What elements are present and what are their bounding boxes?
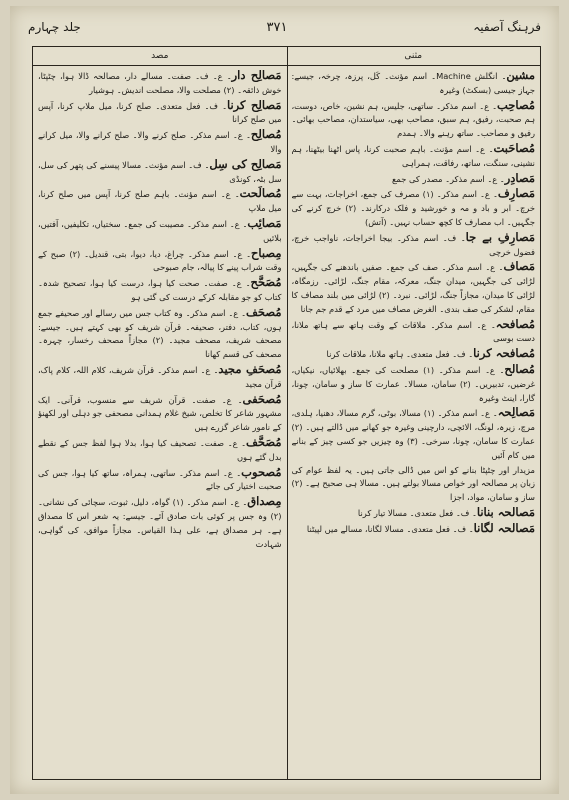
- entry-definition: ۔ ع۔ اسم مذکر۔ (۱) مصلحت کی جمع۔ بھلائیاں، نیکیاں، غرضیں، تدبیریں۔ (۲) سامان، مسالا۔ عمارت کا ساز و سامان، چونا، گارا، اینٹ وغیرہ: [291, 364, 535, 403]
- entry-definition: ۔ ف۔ فعل متعدی۔ ہاتھ ملانا، ملاقات کرنا: [326, 349, 474, 360]
- entry-headword: مَصاف: [503, 259, 535, 274]
- page-header: [28, 16, 541, 38]
- entry-definition: ۔ ع۔ اسم مذکر۔ مصدر کی جمع: [392, 173, 505, 184]
- entry-definition: ۔ انگلش Machine۔ اسم مؤنث۔ کَل، پرزہ، چرخہ، جیسے: جہاز جیسی (بسکٹ) وغیرہ: [291, 71, 535, 95]
- entry-headword: مُصالِح: [250, 127, 282, 142]
- left-column: [38, 69, 282, 775]
- dictionary-entry: [292, 69, 536, 98]
- entry-definition: ۔ ف۔ فعل متعدی۔ مسالا تیار کرنا: [357, 507, 477, 518]
- entry-definition: ۔ ع۔ صفت۔ صحت کیا ہوا، درست کیا ہوا، تصحیح شدہ۔ کتاب کو جو مقابلہ کرکے درست کی گئی ہو: [38, 278, 282, 302]
- dictionary-entry: [292, 522, 536, 537]
- dictionary-entry: [38, 69, 282, 98]
- entry-headword: مَصارِف: [497, 186, 535, 201]
- entry-headword: مَصالِح دار: [231, 69, 282, 82]
- dictionary-entry: [38, 466, 282, 495]
- dictionary-entry: [38, 495, 282, 551]
- entry-headword: مُصَحَّح: [250, 275, 282, 290]
- entry-headword: مُصحَفِ مجید: [218, 361, 282, 376]
- book-title: فرہنگ آصفیہ: [473, 20, 541, 34]
- dictionary-entry: [38, 158, 282, 187]
- dictionary-entry: [292, 231, 536, 260]
- dictionary-entry: [292, 99, 536, 141]
- dictionary-entry: [38, 276, 282, 305]
- entry-headword: مُصحَف: [246, 304, 282, 319]
- entry-headword: مَصالِح کی سِل: [209, 156, 282, 171]
- entry-definition: ۔ ع۔ اسم مذکر۔ صف کی جمع۔ صفیں باندھنے کی جگہیں، لڑائی کی جگہیں، میدان جنگ، معرکہ، مقام جنگ، لڑائی۔ رزمگاہ، لڑائی کا میدان، مجازاً جنگ، لڑائی۔ نبرد۔ (۲) لڑائی میں بلند مصاف کا مقام، لشکر کی صف بندی۔ الغرض مصاف میں مرد کے قدم جم جانا: [291, 262, 535, 314]
- dictionary-entry: [38, 217, 282, 246]
- dictionary-entry: [292, 187, 536, 229]
- entry-definition: ۔ ع۔ صفت۔ تصحیف کیا ہوا، بدلا ہوا لفظ جس کے نقطے بدل گئے ہوں: [38, 437, 282, 462]
- right-column: [292, 69, 536, 775]
- entry-definition: ۔ ع۔ اسم مذکر۔ وہ کتاب جس میں رسالے اور صحیفے جمع ہوں، کتاب، دفتر، صحیفہ۔ قرآن شریف کو بھی کہتے ہیں۔ جیسے: مصحف شریف، مصحف مجید۔ (۲) مجازاً مصحف رخسار، چہرہ۔ مصحف کی قسم کھانا: [38, 307, 282, 360]
- right-column-heading: مثنی: [287, 47, 541, 66]
- entry-headword: مَصادِر: [504, 170, 535, 185]
- dictionary-entry: [292, 260, 536, 316]
- dictionary-entry: [38, 99, 282, 128]
- left-column-heading: مصد: [33, 47, 287, 66]
- entry-headword: مُصحَفی: [242, 391, 282, 406]
- book-page: [10, 6, 559, 794]
- entry-definition: ۔ ع۔ اسم مذکر۔ مصیبت کی جمع۔ سختیاں، تکلیفیں، آفتیں، بلائیں: [38, 218, 282, 243]
- entry-definition: ۔ ف۔ اسم مذکر۔ بیجا اخراجات، ناواجب خرچ، فضول خرچی: [291, 232, 535, 257]
- dictionary-entry: [38, 128, 282, 157]
- entry-definition: ۔ ع۔ اسم مذکر۔ ساتھی، ہمراہ، ساتھ کیا ہوا، جس کی صحبت اختیار کی جائے: [38, 467, 282, 492]
- entry-headword: مُصاحِب: [496, 97, 535, 112]
- entry-headword: مَصائِب: [247, 215, 282, 230]
- entry-definition: ۔ ع۔ اسم مذکر۔ (۱) گواہ، دلیل، ثبوت، سچائی کی نشانی۔ (۲) وہ جس پر کوئی بات صادق آئے۔ جیسے: یہ شعر اس کا مصداق ہے۔ ہر مصداق ہے، علی ہذا القیاس۔ مجازاً موافق، کی گواہی، شہادت: [38, 497, 282, 549]
- entry-definition: ۔ ع۔ اسم مذکر۔ ساتھی، جلیس، ہم نشین، خاص، دوست، ہم صحبت، رفیق، ہم سبق، مصاحب بھی، سیاستدان، مصاحب بھائی۔ رفیق و مصاحب۔ ساتھ رہنے والا۔ ہمدم: [291, 100, 535, 139]
- entry-headword: مُصالَحت: [239, 186, 282, 201]
- entry-headword: مُصحوب: [241, 464, 282, 479]
- entry-headword: مُصافحہ کرنا: [473, 346, 535, 361]
- dictionary-entry: [38, 187, 282, 216]
- entry-definition: ۔ ع۔ صفت۔ قرآن شریف سے منسوب، قرآنی۔ ایک مشہور شاعر کا تخلص، شیخ غلام ہمدانی مصحفی جو دہلی اور لکھنؤ کے نامور شاعر گزرے ہیں: [38, 394, 282, 433]
- entry-definition: ۔ ع۔ اسم مؤنث۔ باہم صلح کرنا، آپس میں صلح کرنا، میل ملاپ: [38, 189, 282, 214]
- entry-definition: ۔ ع۔ اسم مذکر۔ (۱) مصرف کی جمع، اخراجات، بہت سے خرچ۔ ابر و باد و مہ و خورشید و فلک درکارند۔ (۲) خرچ کرنے کی جگہیں۔ اب مصارف کا کچھ حساب نہیں۔ (آتش): [291, 189, 535, 227]
- entry-definition: ۔ ع۔ اسم مذکر۔ قرآن شریف، کلام اللہ، کلام پاک، قرآن مجید: [38, 364, 282, 389]
- entry-headword: مُصاحَبت: [493, 140, 535, 155]
- two-column-frame: [32, 46, 541, 780]
- dictionary-entry: [292, 406, 536, 462]
- entry-headword: مِصداق: [247, 494, 282, 509]
- entry-definition: ۔ ع۔ اسم مذکر۔ ملاقات کے وقت ہاتھ سے ہاتھ ملانا، دست بوسی: [291, 319, 535, 344]
- dictionary-entry: [292, 172, 536, 187]
- volume-label: جلد چہارم: [28, 20, 81, 34]
- entry-definition: ۔ ع۔ اسم مذکر۔ (۱) مسالا، بوٹی، گرم مسالا، دھنیا، ہلدی، مرچ، زیرہ، لونگ، الائچی، دارچینی وغیرہ جو کھانے میں ڈالتے ہیں۔ (۲) عمارت کا سامان، چونا، سرخی۔ (۳) وہ چیزیں جو کسی چیز کے بنانے میں کام آئیں: [291, 408, 535, 460]
- dictionary-entry: [292, 318, 536, 347]
- dictionary-entry: [38, 247, 282, 276]
- entry-headword: مَصارِفِ بے جا: [465, 229, 535, 244]
- entry-headword: مَصالحہ لگانا: [473, 520, 535, 535]
- entry-headword: مشین: [506, 69, 535, 82]
- entry-headword: مُصافحہ: [495, 316, 535, 331]
- entry-definition: ۔ ع۔ اسم مذکر۔ چراغ، دیا، دیوا، بتی، قندیل۔ (۲) صبح کے وقت شراب پینے کا پیالہ، جام صبوحی: [38, 248, 282, 273]
- column-divider: [287, 47, 288, 779]
- entry-headword: مُصالح: [504, 361, 535, 376]
- entry-definition: ۔ ف۔ اسم مؤنث۔ مسالا پیسنے کی پتھر کی سل، سل بٹہ، کونڈی: [38, 159, 282, 184]
- entry-headword: مُصَحَّف: [246, 434, 282, 449]
- dictionary-entry: [38, 306, 282, 362]
- dictionary-entry: [38, 363, 282, 392]
- dictionary-entry: [292, 464, 536, 505]
- dictionary-entry: [292, 347, 536, 362]
- entry-headword: مَصالِح کرنا: [226, 97, 282, 112]
- dictionary-entry: [292, 363, 536, 405]
- entry-headword: مَصالحہ بنانا: [476, 504, 535, 519]
- entry-definition: ۔ ع۔ اسم مذکر۔ صلح کرنے والا۔ صلح کرانے والا، میل کرانے والا: [38, 130, 282, 154]
- dictionary-entry: [292, 506, 536, 521]
- entry-definition: ۔ ع۔ ف۔ صفت۔ مسالے دار، مصالحہ ڈالا ہوا، چٹپٹا، خوش ذائقہ۔ (۲) مصلحت والا، مصلحت اندیش۔ ہوشیار: [38, 71, 282, 95]
- entry-headword: مِصباح: [250, 245, 282, 260]
- entry-definition: ۔ ف۔ فعل متعدی۔ صلح کرنا، میل ملاپ کرنا، آپس میں صلح کرانا: [38, 100, 282, 125]
- entry-definition: ۔ ع۔ اسم مؤنث۔ باہم صحبت کرنا، پاس اٹھنا بیٹھنا، ہم نشینی، سنگت، ساتھ، رفاقت، ہمراہی: [291, 143, 535, 168]
- entry-headword: مَصالِحہ: [497, 405, 535, 420]
- dictionary-entry: [38, 393, 282, 435]
- dictionary-entry: [292, 142, 536, 171]
- dictionary-entry: [38, 436, 282, 465]
- page-number: ۳۷۱: [266, 19, 288, 35]
- entry-definition: مزیدار اور چٹپٹا بنانے کو اس میں ڈالی جاتی ہیں۔ یہ لفظ عوام کی زبان پر مصالحہ اور خواص مسالا بولتے ہیں۔ مسالا ہی صحیح ہے۔ (۲) ساز و سامان، مواد، اجزا: [291, 464, 535, 503]
- entry-definition: ۔ ف۔ فعل متعدی۔ مسالا لگانا، مسالے میں لپیٹنا: [306, 523, 474, 534]
